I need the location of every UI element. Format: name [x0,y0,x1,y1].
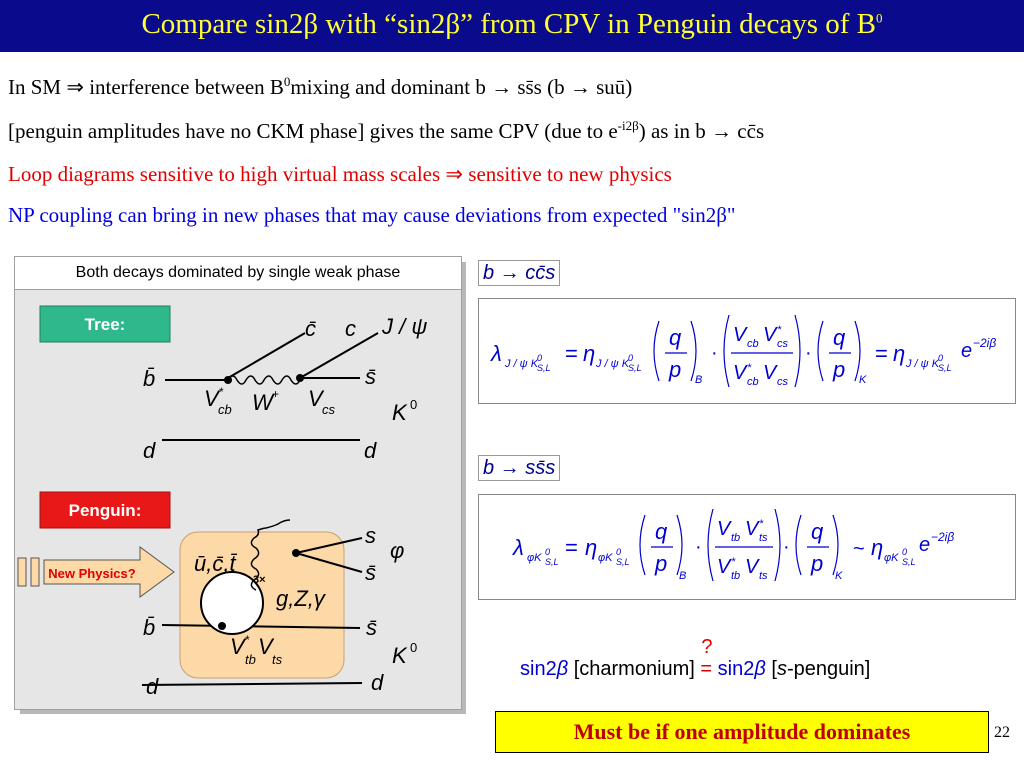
eq2-eta-subsup: 0 [616,547,622,557]
penguin-d-left: d [146,674,159,699]
penguin-k0-sup: 0 [410,640,418,655]
eq2-eta-subsub: S,L [616,557,630,567]
tree-bbar: b̄ [143,366,156,391]
eq2-den-v1: V [717,556,731,578]
eq2-num1-sub: tb [731,532,741,544]
eq1-den1-sub: cb [747,376,759,388]
penguin-3x: 3× [253,574,266,586]
page-number: 22 [994,724,1010,741]
penguin-quarks: ū,c̄,t̄ [194,551,236,576]
tree-vertex-right [296,374,304,382]
slide-title: Compare sin2β with “sin2β” from CPV in Penguin decays of $B^0$ [141,8,883,40]
eq2-den-v2: V [745,556,759,578]
eq1-num-star: * [777,324,782,336]
penguin-d-right: d [371,670,384,695]
eq1-eta-subsup: 0 [628,353,634,363]
penguin-label: Penguin: [68,501,142,520]
eq1-eta2: η [893,341,906,366]
tree-cbar-line [228,333,305,378]
tree-d-left: d [143,438,156,463]
eq2-dot2: · [783,536,790,558]
penguin-phi: φ [390,538,405,563]
tree-vcb: V [204,386,219,411]
np-bar-1 [18,558,26,586]
process-label-sss: b → ss̄s [478,455,560,481]
eq2-lambda-sub: φK [527,552,542,564]
eq1-eta-subsub: S,L [628,363,642,373]
eq1-den-v2: V [763,362,777,384]
penguin-d-line [142,683,362,685]
eq1-eta-sub: J / ψ K [596,358,630,370]
eq1-den-star: * [747,362,752,374]
tree-vcs-sub: cs [322,402,335,417]
equation-1 [479,299,1015,403]
eq1-den-v1: V [733,362,747,384]
conclusion-left-beta: β [556,658,569,680]
eq1-p2: p [833,357,846,382]
eq1-lambda-subsub: S,L [537,363,551,373]
conclusion-right-sin: sin2 [717,658,755,680]
eq2-subK: K [835,570,843,582]
tree-cbar: c̄ [305,316,316,341]
eq2-exp: e [919,534,931,556]
eq2-den1-sub: tb [731,570,741,582]
penguin-vertex [218,622,226,630]
tree-sbar: s̄ [365,364,376,389]
bullet-line-1: In SM ⇒ interference between $B^0mixing$ and dominant b → ss̄s (b → suū) [8,74,633,99]
eq2-approx: ~ [853,538,865,560]
eq1-num-v1: V [733,324,747,346]
eq1-den2-sub: cs [777,376,788,388]
penguin-vtb-sub: tb [245,652,256,667]
conclusion-line [520,636,871,681]
conclusion-left-text: [charmonium] [573,658,695,680]
penguin-sbar: s̄ [366,615,377,640]
eq2-num2-sub: ts [759,532,768,544]
panel-header: Both decays dominated by single weak phase [15,257,461,290]
eq1-dot1: · [711,342,718,364]
eq2-den2-sub: ts [759,570,768,582]
conclusion-question: ? [701,636,713,658]
eq1-exp: e [961,340,973,362]
eq2-dot1: · [695,536,702,558]
tree-jpsi: J / ψ [382,314,428,339]
conclusion-left-sin: sin2 [520,658,557,680]
eq1-lambda-subsup: 0 [537,353,543,363]
eq2-lambda: λ [513,535,524,560]
tree-vcs: V [308,386,323,411]
eq2-eta2-sub: φK [884,552,899,564]
eq2-eta2: η [871,535,884,560]
eq1-p1: p [669,357,682,382]
eq2-subB: B [679,570,687,582]
eq2-eta2-subsup: 0 [902,547,908,557]
must-be-text: Must be if one amplitude dominates [573,719,911,744]
eq1-eq2: = [875,341,888,366]
eq1-lambda: λ [491,341,502,366]
eq1-subB: B [695,374,703,386]
eq2-eq: = [565,535,578,560]
eq2-q1: q [655,519,668,544]
tree-c: c [345,316,356,341]
bullet-line-4: NP coupling can bring in new phases that may cause deviations from expected "sin2β" [8,203,736,227]
eq2-eta-sub: φK [598,552,613,564]
tree-k0: K [392,400,407,425]
penguin-k0: K [392,643,407,668]
penguin-bbar: b̄ [143,615,156,640]
tree-vcb-sub: cb [218,402,232,417]
penguin-gluons: g,Z,γ [276,586,325,611]
eq1-lambda-sub: J / ψ K [505,358,539,370]
np-bar-2 [31,558,39,586]
equation-box-1 [478,298,1016,404]
tree-vcb-sup: * [219,385,224,399]
eq1-eta: η [583,341,596,366]
eq1-dot2: · [805,342,812,364]
penguin-vtb-sup: * [245,633,250,647]
eq2-num-v2: V [745,518,759,540]
conclusion-equals: = [700,658,713,680]
penguin-vts: V [258,634,273,659]
equation-box-2 [478,494,1016,600]
eq1-num-v2: V [763,324,777,346]
eq1-q1: q [669,325,682,350]
tree-k0-sup: 0 [410,397,418,412]
must-be-box [495,711,989,753]
feynman-diagrams [0,0,466,720]
bullet-line-2: [penguin amplitudes have no CKM phase] gives the same CPV (due to $e^{-i2\beta}$) as in b → cc̄s [8,118,765,143]
eq2-lambda-subsub: S,L [545,557,559,567]
eq1-eta2-sub: J / ψ K [906,358,940,370]
tree-label: Tree: [84,315,126,334]
eq2-exp-sup: −2iβ [931,530,955,544]
eq2-den-star: * [731,556,736,568]
tree-w-sup: + [272,387,280,401]
eq2-p1: p [655,551,668,576]
eq2-num-v1: V [717,518,731,540]
tree-vertex-left [224,376,232,384]
conclusion-equals-wrap [700,636,713,681]
eq2-eta2-subsub: S,L [902,557,916,567]
tree-d-right: d [364,438,377,463]
conclusion-right-beta: β [754,658,766,680]
penguin-sbar-top-label: s̄ [365,560,376,585]
penguin-vts-sub: ts [272,652,283,667]
eq2-lambda-subsup: 0 [545,547,551,557]
penguin-vtb: V [230,634,245,659]
eq1-num1-sub: cb [747,338,759,350]
tree-w: W [252,390,273,415]
equation-2 [479,495,1015,599]
np-label: New Physics? [48,566,136,581]
eq1-eta2-subsup: 0 [938,353,944,363]
eq1-subK: K [859,374,867,386]
eq1-q2: q [833,325,846,350]
conclusion-right-text: [s-penguin] [771,658,871,680]
eq2-q2: q [811,519,824,544]
eq1-eta2-subsub: S,L [938,363,952,373]
eq2-eta: η [585,535,598,560]
bullet-line-3: Loop diagrams sensitive to high virtual mass scales ⇒ sensitive to new physics [8,162,672,186]
process-label-ccs: b → cc̄s [478,260,560,286]
eq1-eq: = [565,341,578,366]
eq1-exp-sup: −2iβ [973,336,997,350]
eq2-num-star: * [759,518,764,530]
tree-w-boson [228,376,300,384]
eq2-p2: p [811,551,824,576]
eq1-num2-sub: cs [777,338,788,350]
penguin-s-top-label: s [365,523,376,548]
